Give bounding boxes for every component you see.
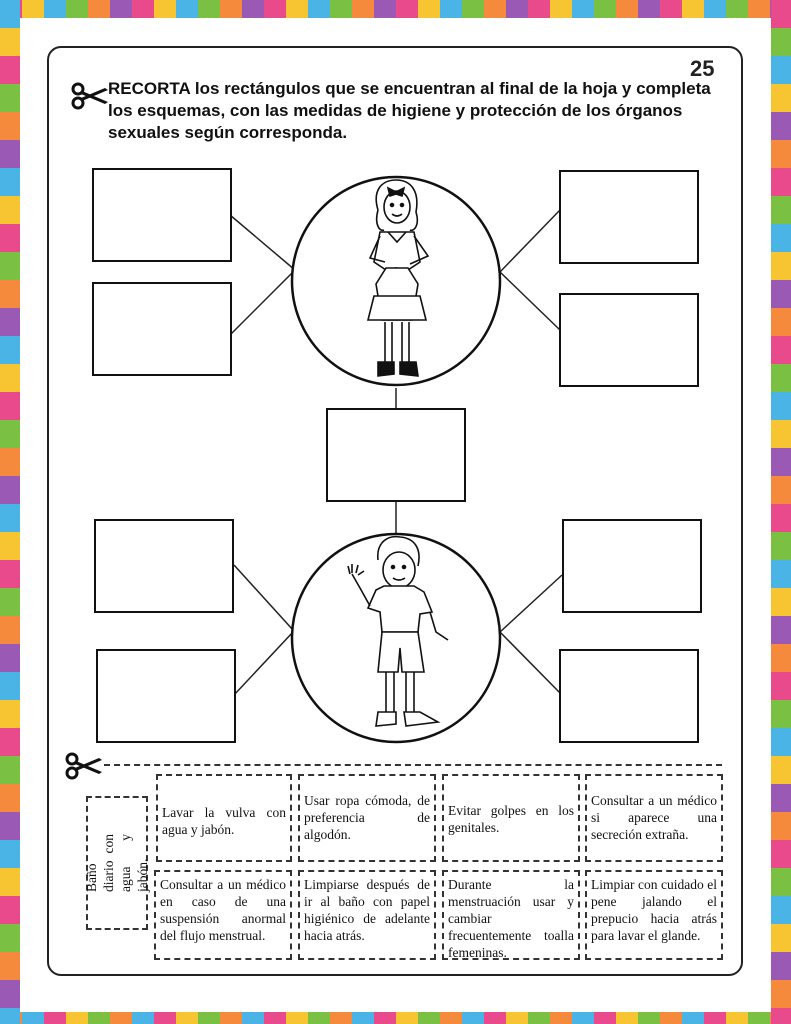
- cutout-card[interactable]: [442, 774, 580, 862]
- cutout-card[interactable]: [154, 870, 292, 960]
- answer-box-center: [326, 408, 466, 502]
- answer-box-top-left-2: [92, 282, 232, 376]
- answer-box-top-right-1: [559, 170, 699, 264]
- answer-box-top-left-1: [92, 168, 232, 262]
- cutout-card-vertical[interactable]: [86, 796, 148, 930]
- cutout-card-text: Durante la menstruación usar y cambiar frecuentemente toalla femeninas.: [448, 877, 574, 960]
- page-number: 25: [690, 56, 715, 81]
- scissors-icon: [64, 752, 104, 780]
- answer-box-bottom-left-1: [94, 519, 234, 613]
- cutout-card-text: Limpiar con cuidado el pene jalando el prepucio hacia atrás para lavar el glande.: [591, 877, 717, 943]
- instructions-text: RECORTA los rectángulos que se encuentran al final de la hoja y completa los esquemas, con las medidas de higiene y protección de los órganos sexuales según corresponda.: [108, 79, 711, 142]
- cutout-card[interactable]: [298, 774, 436, 862]
- cut-line: [104, 764, 722, 766]
- cutout-card[interactable]: [156, 774, 292, 862]
- cutout-card-text: Lavar la vulva con agua y jabón.: [162, 805, 286, 837]
- answer-box-bottom-right-2: [559, 649, 699, 743]
- cutout-card-text: Consultar a un médico si aparece una secreción extraña.: [591, 793, 717, 842]
- cutout-card-text: Limpiarse después de ir al baño con papel higiénico de adelante hacia atrás.: [304, 877, 430, 943]
- cutout-card[interactable]: [298, 870, 436, 960]
- cutout-card-text: Consultar a un médico en caso de una suspensión anormal del flujo menstrual.: [160, 877, 286, 943]
- cutout-card[interactable]: [585, 774, 723, 862]
- answer-box-top-right-2: [559, 293, 699, 387]
- cutout-card[interactable]: [442, 870, 580, 960]
- cutout-card-text: Usar ropa cómoda, de preferencia de algodón.: [304, 793, 430, 842]
- cutout-card-text: Baño diario con agua y jabón.: [84, 834, 150, 892]
- cutout-card[interactable]: [585, 870, 723, 960]
- cutout-card-text: Evitar golpes en los genitales.: [448, 803, 574, 835]
- answer-box-bottom-left-2: [96, 649, 236, 743]
- answer-box-bottom-right-1: [562, 519, 702, 613]
